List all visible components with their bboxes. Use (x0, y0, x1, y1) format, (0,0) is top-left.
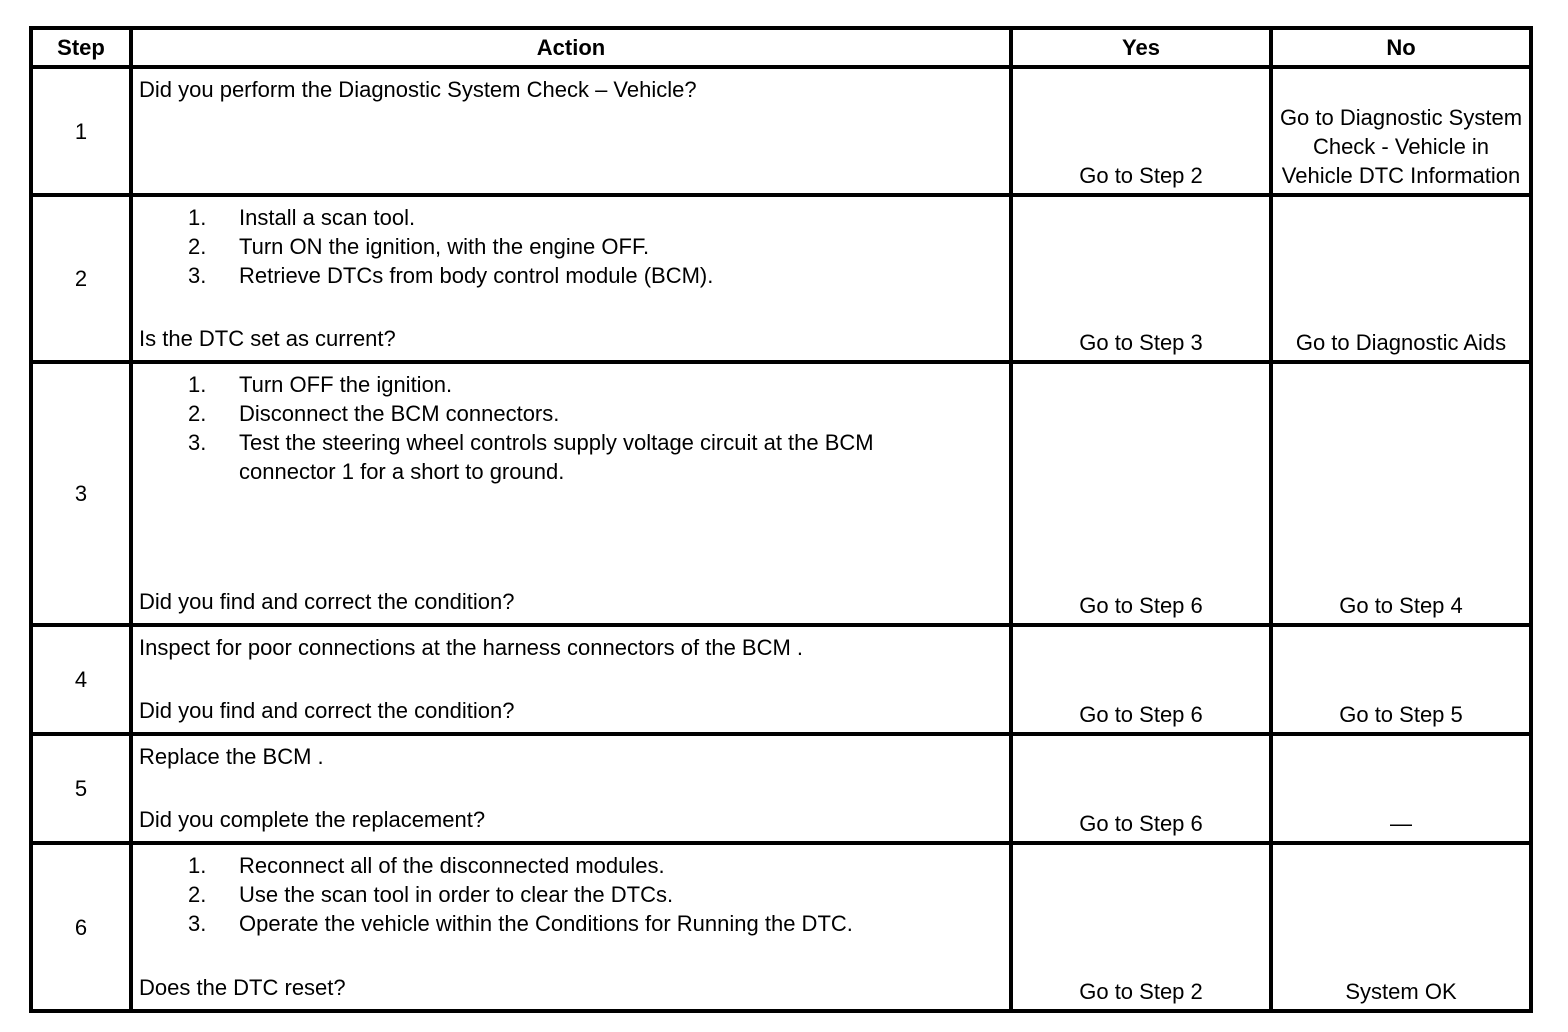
action-intro: Inspect for poor connections at the harness connectors of the BCM . (139, 635, 804, 660)
list-item: 2. Turn ON the ignition, with the engine OFF. (188, 234, 650, 259)
table-row (31, 734, 1531, 843)
step-number: 5 (31, 734, 131, 843)
action-question: Did you find and correct the condition? (139, 589, 515, 614)
action-cell (131, 362, 1011, 625)
list-item: 1. Install a scan tool. (188, 205, 416, 230)
action-question: Is the DTC set as current? (139, 326, 396, 351)
action-cell (131, 734, 1011, 843)
no-result: Go to Step 4 (1271, 362, 1531, 625)
list-item: 3. Operate the vehicle within the Conditions for Running the DTC. (188, 911, 853, 936)
no-result: System OK (1271, 843, 1531, 1011)
action-cell (131, 67, 1011, 195)
step-number: 4 (31, 625, 131, 734)
action-cell (131, 195, 1011, 362)
header-row (31, 28, 1531, 67)
list-item: 2. Use the scan tool in order to clear the DTCs. (188, 882, 674, 907)
no-result: Go to Step 5 (1271, 625, 1531, 734)
table-row (31, 625, 1531, 734)
step-number: 2 (31, 195, 131, 362)
header-no: No (1271, 28, 1531, 67)
list-item: 3. Retrieve DTCs from body control module (BCM). (188, 263, 714, 288)
table-row (31, 362, 1531, 625)
no-result: Go to Diagnostic Aids (1271, 195, 1531, 362)
yes-result: Go to Step 3 (1011, 195, 1271, 362)
list-item: 3. Test the steering wheel controls supply voltage circuit at the BCM connector 1 for a short to ground. (188, 430, 874, 484)
list-item: 2. Disconnect the BCM connectors. (188, 401, 560, 426)
table-row (31, 67, 1531, 195)
header-yes: Yes (1011, 28, 1271, 67)
yes-result: Go to Step 6 (1011, 362, 1271, 625)
diagnostic-table (29, 26, 1533, 1013)
action-question: Does the DTC reset? (139, 975, 346, 1000)
yes-result: Go to Step 2 (1011, 67, 1271, 195)
action-steps-list (139, 203, 1005, 290)
step-number: 6 (31, 843, 131, 1011)
step-number: 3 (31, 362, 131, 625)
no-result: Go to Diagnostic System Check - Vehicle in Vehicle DTC Information (1271, 67, 1531, 195)
action-intro: Did you perform the Diagnostic System Check – Vehicle? (139, 77, 697, 102)
list-item: 1. Turn OFF the ignition. (188, 372, 453, 397)
header-action: Action (131, 28, 1011, 67)
table-row (31, 843, 1531, 1011)
yes-result: Go to Step 2 (1011, 843, 1271, 1011)
table-row (31, 195, 1531, 362)
header-step: Step (31, 28, 131, 67)
action-question: Did you complete the replacement? (139, 807, 486, 832)
action-steps-list (139, 851, 1005, 938)
action-intro: Replace the BCM . (139, 744, 324, 769)
list-item: 1. Reconnect all of the disconnected modules. (188, 853, 665, 878)
action-cell (131, 843, 1011, 1011)
action-cell (131, 625, 1011, 734)
step-number: 1 (31, 67, 131, 195)
no-result: — (1271, 734, 1531, 843)
yes-result: Go to Step 6 (1011, 734, 1271, 843)
action-question: Did you find and correct the condition? (139, 698, 515, 723)
yes-result: Go to Step 6 (1011, 625, 1271, 734)
action-steps-list (139, 370, 1005, 486)
